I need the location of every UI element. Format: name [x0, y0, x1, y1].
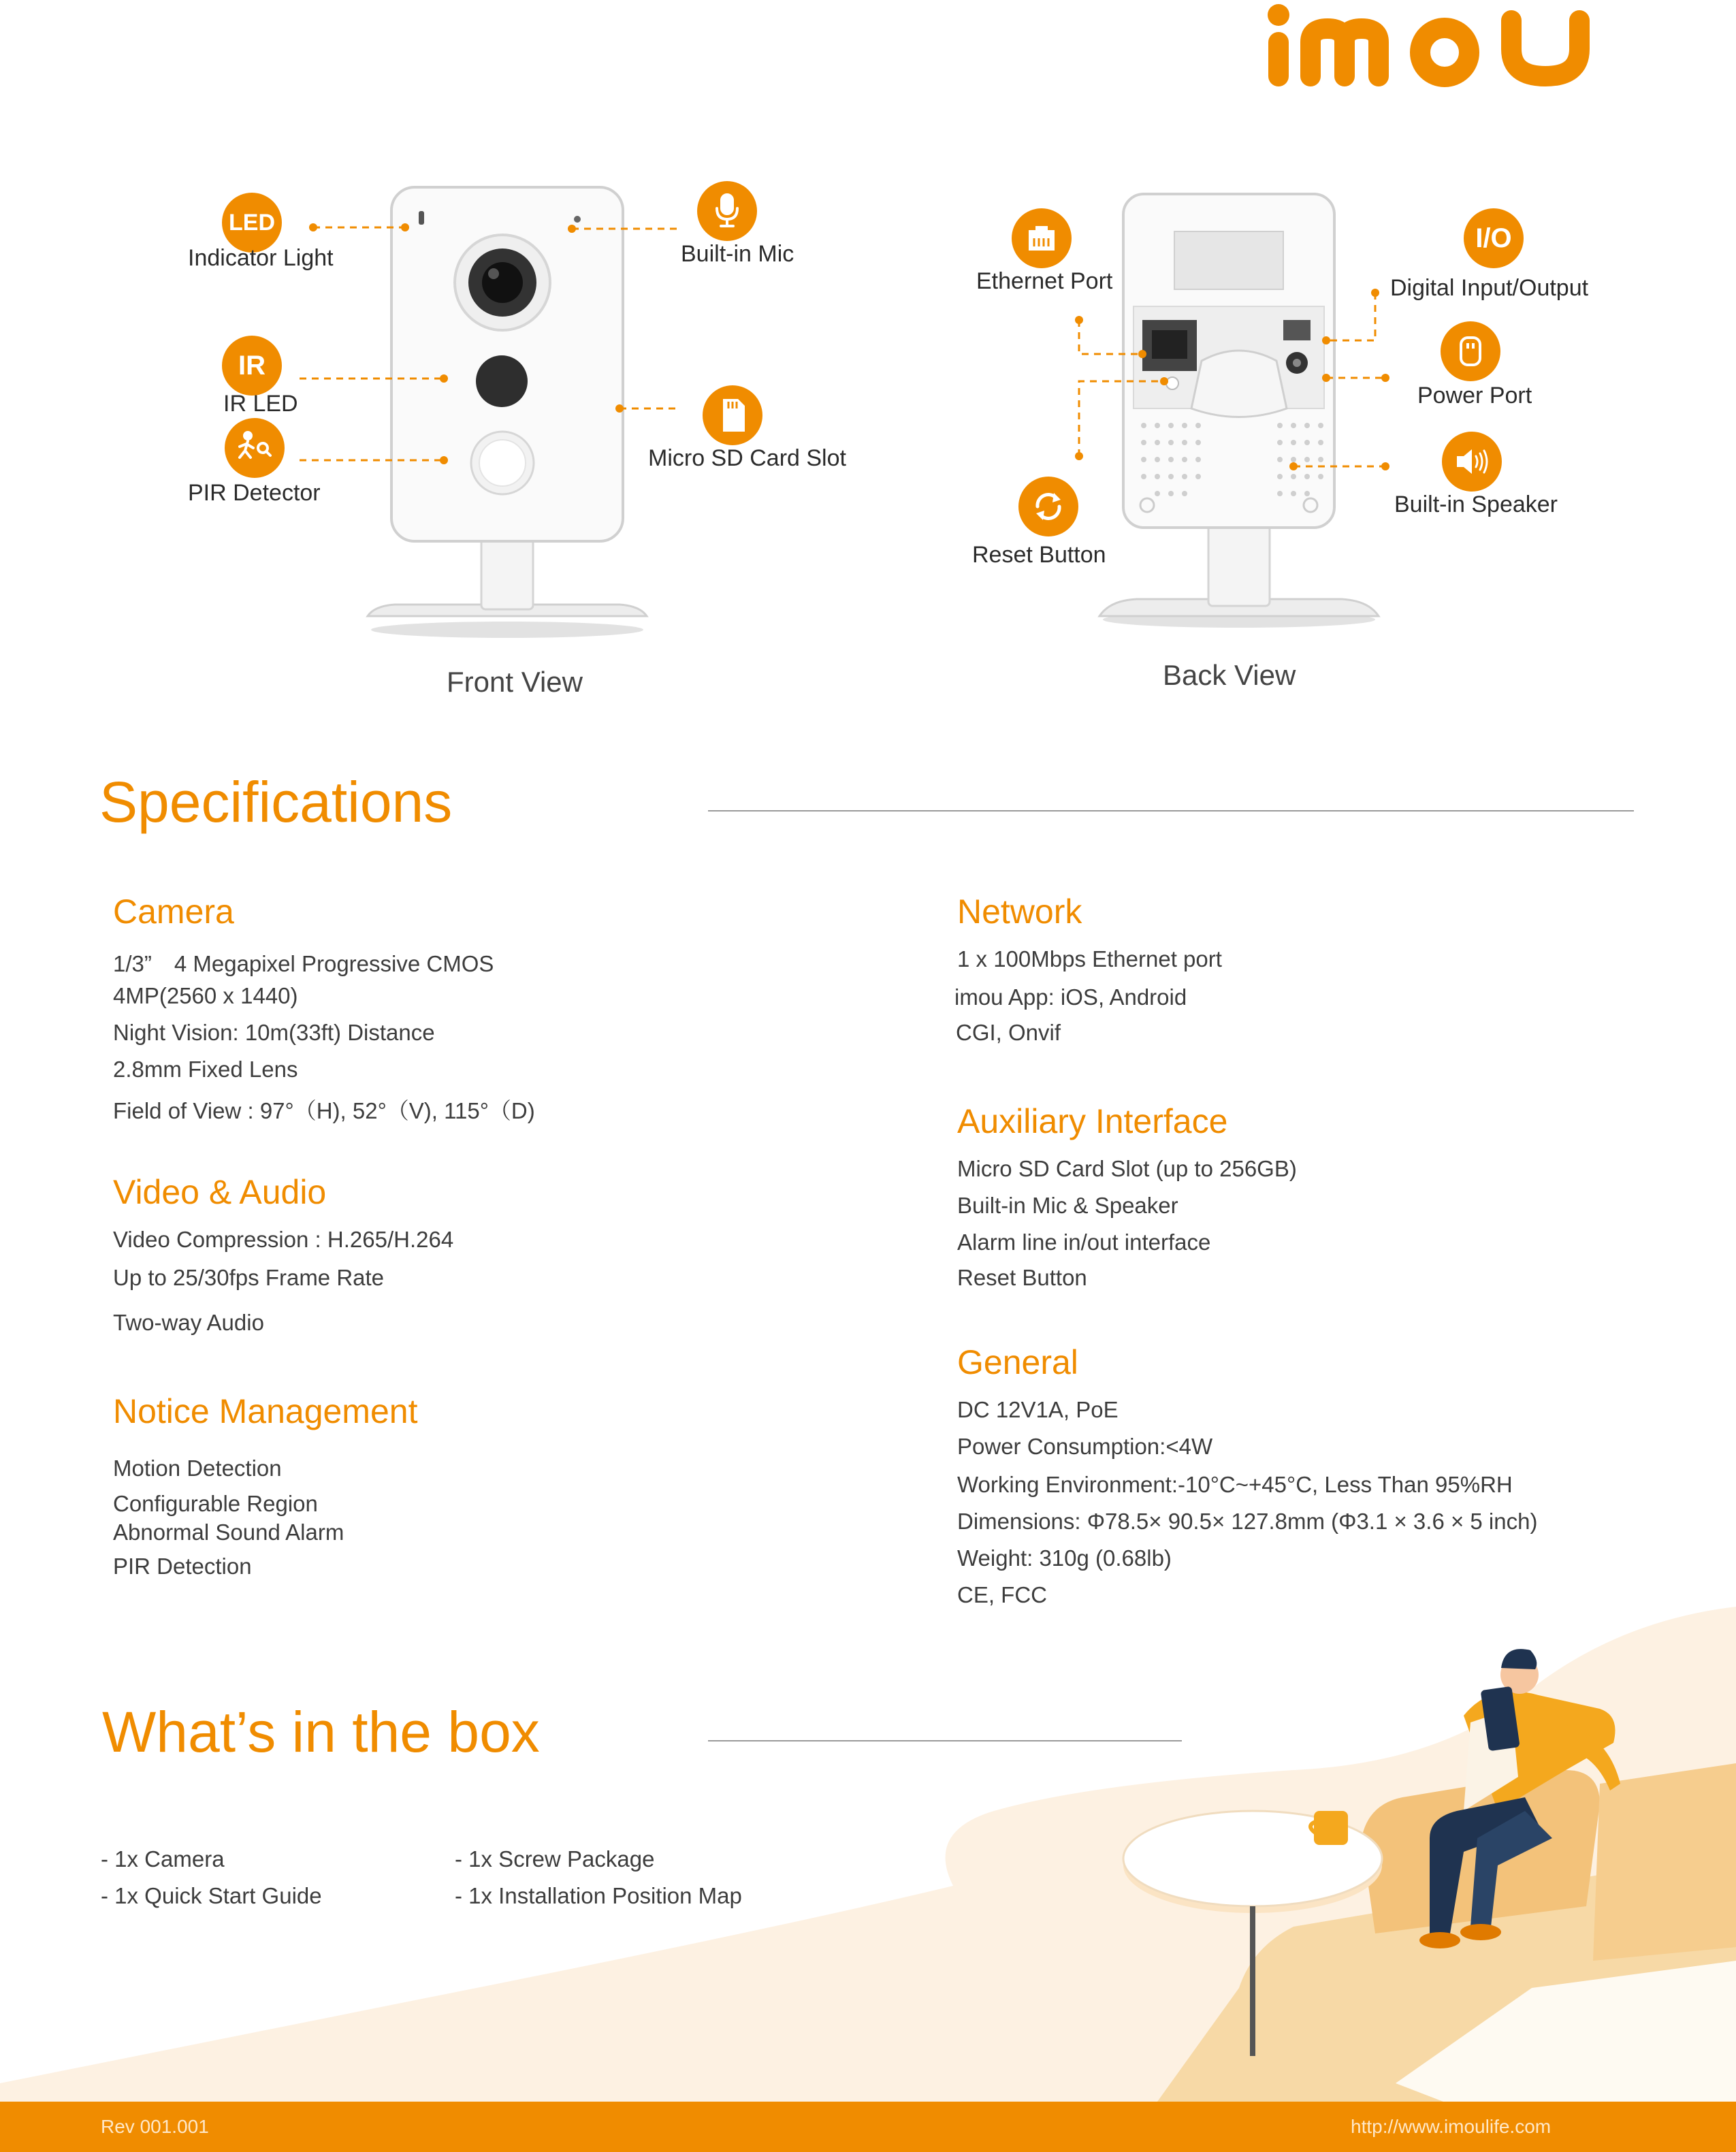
general-spec-line: Working Environment:-10°C~+45°C, Less Than 95%RH: [957, 1472, 1513, 1497]
box-list-item: - 1x Installation Position Map: [455, 1883, 742, 1908]
builtin-mic-label: Built-in Mic: [681, 241, 794, 267]
specifications-title: Specifications: [99, 770, 453, 834]
camera-spec-line: Night Vision: 10m(33ft) Distance: [113, 1020, 435, 1045]
general-spec-line: Weight: 310g (0.68lb): [957, 1545, 1172, 1571]
back-view-connectors: [1062, 279, 1402, 477]
pir-detector-icon: [225, 418, 285, 478]
box-list-item: - 1x Quick Start Guide: [101, 1883, 322, 1908]
ethernet-port-icon: [1012, 208, 1072, 268]
power-port-label: Power Port: [1417, 383, 1532, 408]
auxiliary-spec-line: Micro SD Card Slot (up to 256GB): [957, 1156, 1297, 1181]
general-spec-line: Power Consumption:<4W: [957, 1434, 1213, 1459]
micro-sd-label: Micro SD Card Slot: [648, 445, 846, 471]
digital-io-label: Digital Input/Output: [1390, 275, 1589, 301]
camera-heading: Camera: [113, 893, 234, 931]
network-heading: Network: [957, 893, 1082, 931]
box-list-item: - 1x Screw Package: [455, 1846, 655, 1872]
speaker-icon: [1442, 432, 1502, 492]
front-view-connectors: [300, 204, 708, 477]
general-heading: General: [957, 1343, 1078, 1381]
front-view-label: Front View: [447, 666, 583, 698]
notice-spec-line: PIR Detection: [113, 1554, 252, 1579]
notice-spec-line: Configurable Region: [113, 1491, 318, 1516]
camera-spec-line: Field of View : 97°（H), 52°（V), 115°（D): [113, 1098, 535, 1123]
general-spec-line: DC 12V1A, PoE: [957, 1397, 1119, 1422]
general-spec-line: Dimensions: Φ78.5× 90.5× 127.8mm (Φ3.1 × 3.6 × 5 inch): [957, 1509, 1538, 1534]
ir-badge-icon: IR: [222, 336, 282, 396]
website-link[interactable]: http://www.imoulife.com: [1351, 2116, 1552, 2137]
auxiliary-spec-line: Reset Button: [957, 1265, 1087, 1290]
pir-detector-label: PIR Detector: [188, 480, 321, 506]
network-spec-line: 1 x 100Mbps Ethernet port: [957, 946, 1222, 971]
ethernet-port-label: Ethernet Port: [976, 268, 1113, 294]
video-audio-spec-line: Video Compression : H.265/H.264: [113, 1227, 454, 1252]
general-spec-line: CE, FCC: [957, 1582, 1047, 1607]
whats-in-the-box-title: What’s in the box: [102, 1700, 540, 1764]
back-view-label: Back View: [1163, 659, 1296, 691]
video-audio-spec-line: Two-way Audio: [113, 1310, 264, 1335]
video-audio-spec-line: Up to 25/30fps Frame Rate: [113, 1265, 385, 1290]
power-port-icon: [1441, 321, 1500, 381]
revision-number: Rev 001.001: [101, 2116, 209, 2137]
reset-button-icon: [1018, 477, 1078, 536]
network-spec-line: CGI, Onvif: [956, 1020, 1061, 1045]
camera-spec-line: 4MP(2560 x 1440): [113, 983, 298, 1008]
in-the-box-divider: [708, 1740, 1182, 1741]
notice-spec-line: Motion Detection: [113, 1456, 282, 1481]
lifestyle-illustration: [0, 1607, 1736, 2104]
microphone-icon: [697, 181, 757, 241]
io-badge-icon: I/O: [1464, 208, 1524, 268]
auxiliary-interface-heading: Auxiliary Interface: [957, 1102, 1228, 1140]
box-list-item: - 1x Camera: [101, 1846, 225, 1872]
reset-button-label: Reset Button: [972, 542, 1106, 568]
indicator-light-label: Indicator Light: [188, 245, 334, 271]
camera-spec-line: 2.8mm Fixed Lens: [113, 1057, 298, 1082]
led-badge-icon: LED: [222, 193, 282, 253]
camera-spec-line: 1/3” 4 Megapixel Progressive CMOS: [113, 951, 494, 976]
auxiliary-spec-line: Built-in Mic & Speaker: [957, 1193, 1178, 1218]
auxiliary-spec-line: Alarm line in/out interface: [957, 1230, 1211, 1255]
video-audio-heading: Video & Audio: [113, 1173, 327, 1211]
notice-management-heading: Notice Management: [113, 1392, 418, 1430]
builtin-speaker-label: Built-in Speaker: [1394, 492, 1558, 517]
specifications-divider: [708, 810, 1634, 812]
notice-spec-line: Abnormal Sound Alarm: [113, 1520, 344, 1545]
imou-logo: [1259, 0, 1627, 95]
sd-card-icon: [703, 385, 762, 445]
ir-led-label: IR LED: [223, 391, 298, 417]
network-spec-line: imou App: iOS, Android: [954, 984, 1187, 1010]
